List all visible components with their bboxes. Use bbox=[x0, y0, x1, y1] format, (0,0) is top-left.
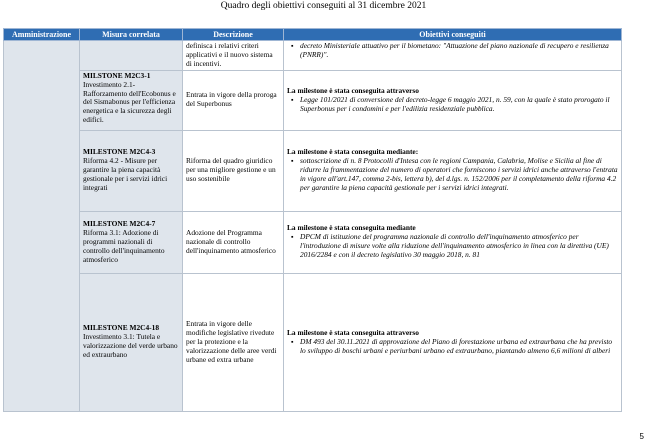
obiettivi-lead: La milestone è stata conseguita mediante bbox=[287, 223, 416, 233]
page-title: Quadro degli obiettivi conseguiti al 31 dicembre 2021 bbox=[220, 1, 427, 11]
descrizione-cell: definisca i relativi criteri applicativi e il nuovo sistema di incentivi. bbox=[183, 41, 284, 71]
misura-text: Investimento 2.1- Rafforzamento dell'Ecobonus e del Sismabonus per l'efficienza energetica e la sicurezza degli edifici. bbox=[83, 79, 176, 125]
header-misura: Misura correlata bbox=[80, 29, 183, 41]
obiettivi-cell bbox=[284, 41, 622, 71]
descrizione-cell: Riforma del quadro giuridico per una migliore gestione e un uso sostenibile bbox=[183, 130, 284, 211]
objectives-table bbox=[3, 28, 622, 412]
descrizione-cell: Entrata in vigore delle modifiche legislative rivedute per la protezione e la valorizzazione delle aree verdi urbane ed extra urbane bbox=[183, 273, 284, 411]
table-row bbox=[4, 211, 622, 273]
misura-title: MILESTONE M2C4-3 bbox=[83, 147, 156, 157]
misura-cell bbox=[80, 70, 183, 130]
misura-title: MILSTONE M2C3-1 bbox=[83, 70, 151, 80]
page-number: 5 bbox=[639, 432, 644, 441]
table-row bbox=[4, 273, 622, 411]
table-header-row bbox=[4, 29, 622, 41]
misura-cell bbox=[80, 211, 183, 273]
obiettivi-lead: La milestone è stata conseguita attraverso bbox=[287, 85, 419, 95]
misura-cell bbox=[80, 130, 183, 211]
amministrazione-cell bbox=[4, 41, 80, 412]
misura-text: Riforma 4.2 - Misure per garantire la piena capacità gestionale per i servizi idrici integrati bbox=[83, 156, 168, 193]
obiettivi-lead: La milestone è stata conseguita mediante: bbox=[287, 147, 419, 157]
misura-text: Riforma 3.1: Adozione di programmi nazionali di controllo dell'inquinamento atmosferico bbox=[83, 227, 165, 264]
table-row bbox=[4, 41, 622, 71]
obiettivi-cell bbox=[284, 211, 622, 273]
descrizione-cell: Adozione del Programma nazionale di controllo dell'inquinamento atmosferico bbox=[183, 211, 284, 273]
misura-cell bbox=[80, 273, 183, 411]
obiettivi-bullet: ▪ Legge 101/2021 di conversione del decreto-legge 6 maggio 2021, n. 59, con la quale è stato prorogato il Superbonus per i condomini e per l'edilizia residenziale pubblica. bbox=[300, 96, 618, 114]
misura-text: Investimento 3.1: Tutela e valorizzazione del verde urbano ed extraurbano bbox=[83, 332, 178, 360]
misura-title: MILESTONE M2C4-7 bbox=[83, 218, 156, 228]
obiettivi-lead: La milestone è stata conseguita attraverso bbox=[287, 327, 419, 337]
descrizione-cell: Entrata in vigore della proroga del Superbonus bbox=[183, 70, 284, 130]
header-obiettivi: Obiettivi conseguiti bbox=[284, 29, 622, 41]
obiettivi-bullet: ▪ DPCM di istituzione del programma nazionale di controllo dell'inquinamento atmosferico per l'introduzione di misure volte alla riduzione dell'inquinamento atmosferico in linea con la direttiva (UE) 2016/2284 e con il decreto legislativo 30 maggio 2018, n. 81 bbox=[300, 233, 618, 260]
obiettivi-cell bbox=[284, 273, 622, 411]
header-descrizione: Descrizione bbox=[183, 29, 284, 41]
table-row bbox=[4, 70, 622, 130]
obiettivi-cell bbox=[284, 70, 622, 130]
obiettivi-bullet: ▪ DM 493 del 30.11.2021 di approvazione del Piano di forestazione urbana ed extraurbana che ha previsto lo sviluppo di boschi urbani e periurbani urbano ed extraurbano, piantando almeno 6,6 milioni di alberi bbox=[300, 338, 618, 356]
obiettivi-bullet: ▪ decreto Ministeriale attuativo per il biometano: "Attuazione del piano nazionale di recupero e resilienza (PNRR)". bbox=[300, 42, 618, 60]
table-row bbox=[4, 130, 622, 211]
header-amministrazione: Amministrazione bbox=[4, 29, 80, 41]
obiettivi-bullet: ▪ sottoscrizione di n. 8 Protocolli d'Intesa con le regioni Campania, Calabria, Molise e Sicilia al fine di ridurre la frammentazione del numero di operatori che forniscono i servizi idrici anche attraverso l'entrata in vigore all'art.147, comma 2-bis, lettera b), del d.lgs. n. 152/2006 per il completamento della riforma 4.2 per garantire la piena capacità gestionale per i servizi idrici integrati. bbox=[300, 157, 618, 193]
misura-title: MILESTONE M2C4-18 bbox=[83, 323, 160, 333]
obiettivi-cell bbox=[284, 130, 622, 211]
misura-cell bbox=[80, 41, 183, 71]
